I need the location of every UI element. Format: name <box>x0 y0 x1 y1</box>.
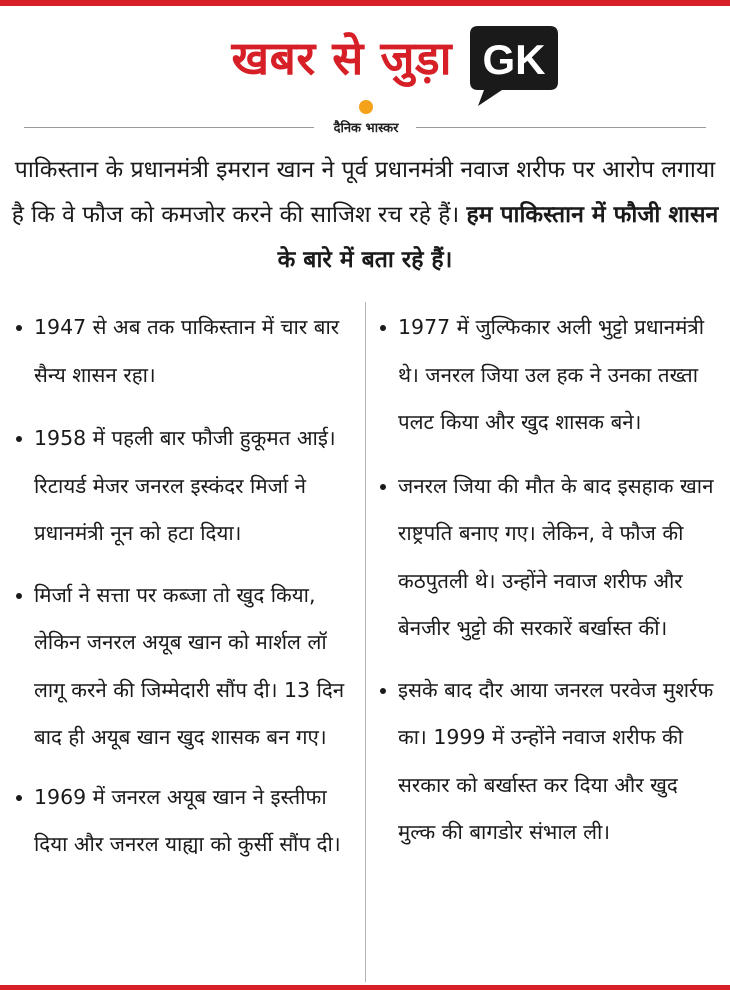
column-divider <box>365 302 366 982</box>
list-item: जनरल जिया की मौत के बाद इसहाक खान राष्ट्रपति बनाए गए। लेकिन, वे फौज की कठपुतली थे। उन्होंने नवाज शरीफ और बेनजीर भुट्टो की सरकारें बर्खास्त कीं। <box>378 463 720 653</box>
list-item: मिर्जा ने सत्ता पर कब्जा तो खुद किया, लेकिन जनरल अयूब खान को मार्शल लॉ लागू करने की जिम्मेदारी सौंप दी। 13 दिन बाद ही अयूब खान खुद शासक बन गए। <box>14 572 354 762</box>
top-accent-bar <box>0 0 730 6</box>
brand-row <box>24 98 706 138</box>
bottom-accent-bar <box>0 985 730 990</box>
list-item: 1958 में पहली बार फौजी हुकूमत आई। रिटायर्ड मेजर जनरल इस्कंदर मिर्जा ने प्रधानमंत्री नून को हटा दिया। <box>14 415 354 558</box>
list-item: 1947 से अब तक पाकिस्तान में चार बार सैन्य शासन रहा। <box>14 304 354 399</box>
left-column <box>14 304 354 879</box>
header-title: खबर से जुड़ा <box>231 31 452 85</box>
right-column <box>378 304 720 867</box>
brand-name: दैनिक भास्कर <box>333 121 399 136</box>
intro-bold-text: हम पाकिस्तान में फौजी शासन के बारे में बता रहे हैं। <box>277 202 719 273</box>
brand-divider-left <box>24 127 314 128</box>
intro-text: पाकिस्तान के प्रधानमंत्री इमरान खान ने पूर्व प्रधानमंत्री नवाज शरीफ पर आरोप लगाया है कि वे फौज को कमजोर करने की साजिश रच रहे हैं। <box>11 157 716 228</box>
list-item: 1977 में जुल्फिकार अली भुट्टो प्रधानमंत्री थे। जनरल जिया उल हक ने उनका तख्ता पलट किया और खुद शासक बने। <box>378 304 720 447</box>
gk-badge-label: GK <box>482 36 546 83</box>
brand-divider-right <box>416 127 706 128</box>
intro-paragraph <box>6 148 724 283</box>
brand-logo-dot-icon <box>359 100 373 114</box>
list-item: 1969 में जनरल अयूब खान ने इस्तीफा दिया और जनरल याह्या को कुर्सी सौंप दी। <box>14 774 354 869</box>
list-item: इसके बाद दौर आया जनरल परवेज मुशर्रफ का। 1999 में उन्होंने नवाज शरीफ की सरकार को बर्खास्त कर दिया और खुद मुल्क की बागडोर संभाल ली। <box>378 667 720 857</box>
